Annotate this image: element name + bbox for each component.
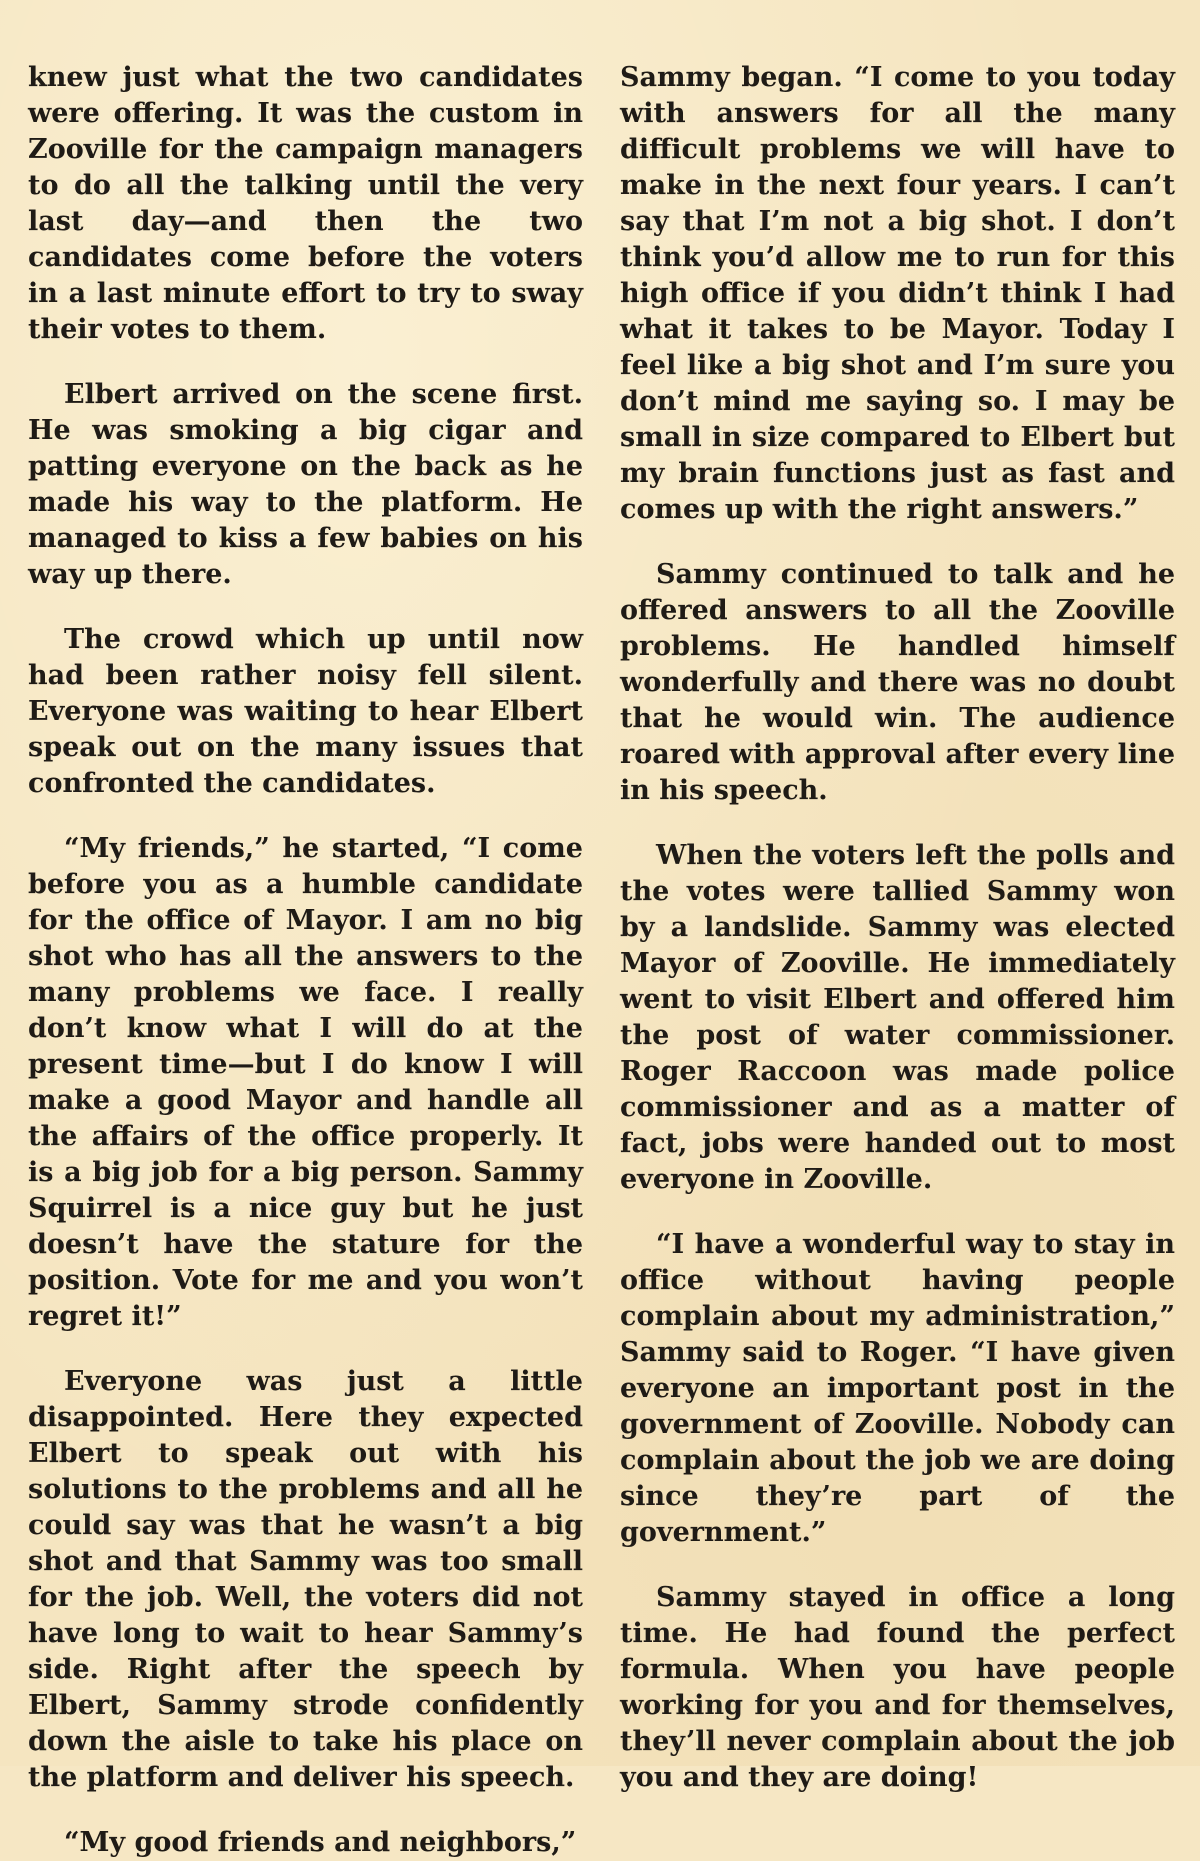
paragraph-elbert-arrives: Elbert arrived on the scene first. He was smoking a big cigar and patting everyone on the back as he made his way to the platform. He managed to kiss a few babies on his way up there. — [28, 379, 583, 590]
paragraph-election-result: When the voters left the polls and the votes were tallied Sammy won by a landslide. Sammy was elected Mayor of Zooville. He immediately went to visit Elbert and offered him the post of water commissioner. Roger Raccoon was made police commissioner and as a matter of fact, jobs were handed out to most everyone in Zooville. — [620, 840, 1175, 1195]
paragraph-sammy-to-roger: “I have a wonderful way to stay in office without having people complain about my administration,” Sammy said to Roger. “I have given everyone an important post in the government of Zooville. Nobody can complain about the job we are doing since they’re part of the government.” — [620, 1229, 1175, 1548]
paragraph-crowd-silent: The crowd which up until now had been rather noisy fell silent. Everyone was waiting to hear Elbert speak out on the many issues that confronted the candidates. — [28, 624, 583, 799]
paragraph-disappointed: Everyone was just a little disappointed. Here they expected Elbert to speak out with his solutions to the problems and all he could say was that he wasn’t a big shot and that Sammy was too small for the job. Well, the voters did not have long to wait to hear Sammy’s side. Right after the speech by Elbert, Sammy strode confidently down the aisle to take his place on the platform and deliver his speech. — [28, 1366, 583, 1793]
paragraph-moral: Sammy stayed in office a long time. He had found the perfect formula. When you have people working for you and for themselves, they’ll never complain about the job you and they are doing! — [620, 1582, 1175, 1793]
left-text-column — [28, 60, 583, 1861]
paragraph-sammy-speech-start: “My good friends and neighbors,” — [64, 1827, 577, 1858]
paragraph-sammy-continued: Sammy continued to talk and he offered answers to all the Zooville problems. He handled himself wonderfully and there was no doubt that he would win. The audience roared with approval after every line in his speech. — [620, 559, 1175, 806]
paragraph-sammy-speech: Sammy began. “I come to you today with answers for all the many difficult problems we will have to make in the next four years. I can’t say that I’m not a big shot. I don’t think you’d allow me to run for this high office if you didn’t think I had what it takes to be Mayor. Today I feel like a big shot and I’m sure you don’t mind me saying so. I may be small in size compared to Elbert but my brain functions just as fast and comes up with the right answers.” — [620, 62, 1175, 525]
right-text-column — [620, 60, 1175, 1796]
paragraph-elbert-speech: “My friends,” he started, “I come before you as a humble candidate for the office of Mayor. I am no big shot who has all the answers to the many problems we face. I really don’t know what I will do at the present time—but I do know I will make a good Mayor and handle all the affairs of the office properly. It is a big job for a big person. Sammy Squirrel is a nice guy but he just doesn’t have the stature for the position. Vote for me and you won’t regret it!” — [28, 833, 583, 1332]
paragraph-candidates-custom: knew just what the two candidates were offering. It was the custom in Zooville for the campaign managers to do all the talking until the very last day—and then the two candidates come before the voters in a last minute effort to try to sway their votes to them. — [28, 62, 583, 345]
